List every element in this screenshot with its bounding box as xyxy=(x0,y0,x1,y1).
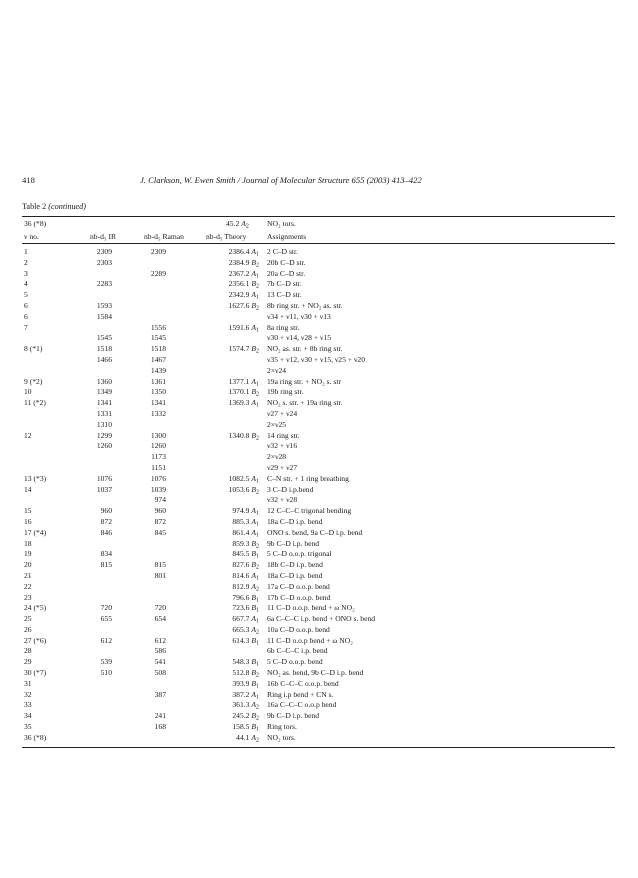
cell-ir: 2283 xyxy=(96,279,112,289)
cell-assignment: ν32 + ν16 xyxy=(267,441,298,451)
cell-theory: 812.9 $A_2$ xyxy=(232,581,259,593)
table-header-rule xyxy=(22,243,615,244)
header-assignments: Assignments xyxy=(267,232,307,241)
table-row xyxy=(22,657,615,668)
cell-assignment: 2×ν24 xyxy=(267,365,287,375)
cell-assignment: C–N str. + 1 ring breathing xyxy=(267,473,349,483)
table-row xyxy=(22,614,615,625)
cell-assignment: Ring i.p bend + CN s. xyxy=(267,689,334,699)
cell-mode: 11 (*2) xyxy=(24,398,46,408)
cell-mode: 6 xyxy=(24,311,28,321)
cell-ir: 960 xyxy=(100,506,112,516)
table-row xyxy=(22,690,615,701)
cell-theory: 845.5 $B_1$ xyxy=(232,549,259,560)
cell-mode: 16 xyxy=(24,516,32,526)
cell-ir: 834 xyxy=(100,549,112,559)
cell-theory: 1627.6 $B_2$ xyxy=(228,300,259,312)
cell-theory: 1574.7 $B_2$ xyxy=(228,344,259,355)
cell-ir: 612 xyxy=(100,635,112,645)
cell-theory: 2384.9 $B_2$ xyxy=(228,257,259,269)
cell-assignment: 5 C–D o.o.p. trigonal xyxy=(267,549,332,559)
cell-assignment: ν30 + ν14, ν28 + ν15 xyxy=(267,333,332,343)
table-row xyxy=(22,387,615,398)
cell-ir: 1349 xyxy=(96,387,112,397)
table-row xyxy=(22,377,615,388)
cell-mode: 24 (*5) xyxy=(24,603,47,613)
table-row xyxy=(22,431,615,442)
cell-assignment: ν35 + ν12, ν30 + ν15, ν25 + ν20 xyxy=(267,354,365,364)
cell-theory: 974.9 $A_1$ xyxy=(232,506,259,517)
cell-raman: 508 xyxy=(154,668,166,678)
cell-mode: 27 (*6) xyxy=(24,635,47,645)
cell-mode: 13 (*3) xyxy=(24,473,47,483)
cell-mode: 31 xyxy=(24,678,32,688)
table-row xyxy=(22,409,615,420)
cell-ir: 2303 xyxy=(96,257,112,267)
cell-theory: 1369.3 $A_1$ xyxy=(228,398,259,409)
cell-assignment: NO₂ as. bend, 9b C–D i.p. bend xyxy=(267,668,364,678)
cell-theory: 796.6 $B_1$ xyxy=(232,592,259,603)
table-row xyxy=(22,485,615,496)
page-number: 418 xyxy=(22,175,35,185)
cell-assignment: 18a C–D i.p. bend xyxy=(267,570,323,580)
cell-mode: 17 (*4) xyxy=(24,527,47,537)
table-row xyxy=(22,301,615,312)
caption-label: Table 2 xyxy=(22,202,49,211)
cell-raman: 2289 xyxy=(150,268,166,278)
cell-theory: 512.8 $B_2$ xyxy=(232,668,259,679)
table-row xyxy=(22,258,615,269)
table-header-row xyxy=(22,230,615,243)
cell-theory: 2367.2 $A_1$ xyxy=(228,268,259,280)
cell-ir: 815 xyxy=(100,560,112,570)
cell-assignment: 16a C–C–C o.o.p bend xyxy=(267,700,337,710)
cell-assignment: ν34 + ν11, ν30 + ν13 xyxy=(267,311,331,321)
cell-mode: 23 xyxy=(24,592,32,602)
cell-mode: 34 xyxy=(24,711,32,721)
table-row xyxy=(22,463,615,474)
table-row xyxy=(22,344,615,355)
cell-raman: 1341 xyxy=(150,398,166,408)
cell-assignment: 9b C–D i.p. bend xyxy=(267,538,320,548)
cell-theory: 814.6 $A_1$ xyxy=(232,570,259,582)
cell-raman: 1439 xyxy=(150,365,166,375)
cell-mode: 35 xyxy=(24,722,32,732)
table-row xyxy=(22,593,615,604)
cell-assignment: 20a C–D str. xyxy=(267,268,306,278)
cell-raman: 2309 xyxy=(150,247,166,256)
cell-theory: 1591.6 $A_1$ xyxy=(228,322,259,334)
cell-raman: 1361 xyxy=(150,376,166,386)
cell-mode: 18 xyxy=(24,538,32,548)
cell-raman: 1332 xyxy=(150,408,166,418)
table-row xyxy=(22,279,615,290)
cell-assignment: 7b C–D str. xyxy=(267,279,302,289)
table-row xyxy=(22,290,615,301)
cell-ir: 1584 xyxy=(96,311,112,321)
cell-theory: 665.3 $A_2$ xyxy=(232,624,259,636)
cell-theory: 2356.1 $B_2$ xyxy=(228,279,259,290)
cell-theory: 885.3 $A_1$ xyxy=(232,516,259,528)
cell-ir: 1310 xyxy=(96,419,112,429)
vibrational-assignment-table xyxy=(22,216,615,748)
table-row xyxy=(22,711,615,722)
cell-assignment: ν29 + ν27 xyxy=(267,462,298,472)
table-row xyxy=(22,560,615,571)
cell-theory: 393.9 $B_1$ xyxy=(232,678,259,690)
table-row xyxy=(22,366,615,377)
cell-theory: 158.5 $B_1$ xyxy=(232,722,259,733)
cell-raman: 586 xyxy=(154,646,166,656)
cell-raman: 1545 xyxy=(150,333,166,343)
cell-mode: 6 xyxy=(24,300,28,310)
cell-assignment: 2×ν28 xyxy=(267,452,287,462)
cell-mode: 19 xyxy=(24,549,32,559)
cell-mode: 21 xyxy=(24,570,32,580)
table-row xyxy=(22,603,615,614)
cell-mode: 22 xyxy=(24,581,32,591)
cell-assignment: 2 C–D str. xyxy=(267,247,299,256)
cell-theory: 861.4 $A_1$ xyxy=(232,527,259,539)
table-row xyxy=(22,420,615,431)
page-header xyxy=(22,175,616,189)
cell-assignment: 9b C–D i.p. bend xyxy=(267,711,320,721)
cell-assignment: 18a C–D i.p. bend xyxy=(267,516,323,526)
cell-ir: 1076 xyxy=(96,473,112,483)
cell-theory: 614.3 $B_1$ xyxy=(232,635,259,647)
cell-assignment: 19b ring str. xyxy=(267,387,304,397)
cell-raman: 541 xyxy=(154,657,166,667)
cell-assignment: 19a ring str. + NO₂ s. str xyxy=(267,376,342,386)
cell-mode: 25 xyxy=(24,614,32,624)
cell-raman: 872 xyxy=(154,516,166,526)
table-row xyxy=(22,700,615,711)
cell-ir: 1360 xyxy=(96,376,112,386)
cell-mode: 8 (*1) xyxy=(24,344,43,354)
cell-mode: 30 (*7) xyxy=(24,668,47,678)
cell-assignment: NO₂ as. str. + 8b ring str. xyxy=(267,344,343,354)
cell-assignment: 14 ring str. xyxy=(267,430,300,440)
cell-raman: 974 xyxy=(154,495,166,505)
cell-ir: 1331 xyxy=(96,408,112,418)
cell-theory: 387.2 $A_1$ xyxy=(232,689,259,701)
table-row xyxy=(22,323,615,334)
cell-mode: 29 xyxy=(24,657,32,667)
cell-raman: 1151 xyxy=(151,462,166,472)
cell-assignment: Ring tors. xyxy=(267,722,297,732)
cell-assignment: 6b C–C–C i.p. bend xyxy=(267,646,328,656)
cell-theory: 1082.5 $A_1$ xyxy=(228,473,259,485)
cell-theory: 667.7 $A_1$ xyxy=(232,614,259,625)
cell-assignment: 17a C–D o.o.p. bend xyxy=(267,581,330,591)
cell-assignment: 16b C–C–C o.o.p. bend xyxy=(267,678,339,688)
cell-ir: 1545 xyxy=(96,333,112,343)
cell-raman: 801 xyxy=(154,570,166,580)
cell-mode: 28 xyxy=(24,646,32,656)
cell-mode: 15 xyxy=(24,506,32,516)
caption-continued: (continued) xyxy=(48,202,87,211)
cell-assignment: 20b C–D str. xyxy=(267,257,306,267)
cell-mode: 10 xyxy=(24,387,32,397)
cell-raman: 960 xyxy=(154,506,166,516)
cell-mode: 4 xyxy=(24,279,28,289)
table-row xyxy=(22,517,615,528)
cell-mode: 33 xyxy=(24,700,32,710)
cell-ir: 510 xyxy=(100,668,112,678)
cell-assignment: 11 C–D o.o.p. bend + ω NO₂ xyxy=(267,603,355,613)
table-row xyxy=(22,636,615,647)
cell-assignment: 2×ν25 xyxy=(267,419,287,429)
running-head: J. Clarkson, W. Ewen Smith / Journal of Molecular Structure 655 (2003) 413–422 xyxy=(140,175,422,185)
table-row xyxy=(22,571,615,582)
cell-mode: 5 xyxy=(24,290,28,300)
continued-row xyxy=(22,217,615,230)
cell-ir: 1466 xyxy=(96,354,112,364)
table-bottom-rule xyxy=(22,747,615,748)
cell-assignment: NO₂ tors. xyxy=(267,732,296,742)
cell-assignment: 11 C–D o.o.p bend + ω NO₂ xyxy=(267,635,353,645)
table-row xyxy=(22,646,615,657)
cell-theory: 1053.6 $B_2$ xyxy=(228,484,259,496)
table-row xyxy=(22,441,615,452)
cell-ir: 2309 xyxy=(96,247,112,256)
cell-theory: 723.6 $B_1$ xyxy=(232,603,259,614)
table-row xyxy=(22,355,615,366)
cell-assignment: 13 C–D str. xyxy=(267,290,302,300)
table-row xyxy=(22,722,615,733)
cell-raman: 241 xyxy=(154,711,166,721)
cell-theory: 2386.4 $A_1$ xyxy=(228,247,259,258)
cell-assignment: 8a ring str. xyxy=(267,322,300,332)
cell-assignment: 17b C–D o.o.p. bend xyxy=(267,592,331,602)
table-row xyxy=(22,247,615,258)
table-caption xyxy=(22,202,86,211)
cell-raman: 1039 xyxy=(150,484,166,494)
cell-raman: 1350 xyxy=(150,387,166,397)
cell-raman: 387 xyxy=(154,689,166,699)
cell-raman: 845 xyxy=(154,527,166,537)
cell-raman: 612 xyxy=(154,635,166,645)
table-row xyxy=(22,452,615,463)
cell-theory: 1340.8 $B_2$ xyxy=(228,430,259,442)
cell-mode: 14 xyxy=(24,484,32,494)
cell-assignment: NO₂ tors. xyxy=(267,219,296,228)
table-body xyxy=(22,247,615,744)
cell-mode: 3 xyxy=(24,268,28,278)
cell-theory: 548.3 $B_1$ xyxy=(232,657,259,668)
cell-raman: 1518 xyxy=(150,344,166,354)
header-nu-no: ν no. xyxy=(24,232,39,241)
header-theory: nb-d₅ Theory xyxy=(206,232,247,241)
header-ir: nb-d₅ IR xyxy=(90,232,117,241)
cell-ir: 872 xyxy=(100,516,112,526)
cell-mode: 7 xyxy=(24,322,28,332)
cell-raman: 1260 xyxy=(150,441,166,451)
cell-mode: 36 (*8) xyxy=(24,732,47,742)
table-row xyxy=(22,495,615,506)
cell-raman: 815 xyxy=(154,560,166,570)
cell-ir: 1341 xyxy=(96,398,112,408)
cell-theory: 859.3 $B_2$ xyxy=(232,538,259,550)
table-row xyxy=(22,312,615,323)
cell-assignment: ν32 + ν28 xyxy=(267,495,298,505)
cell-assignment: 10a C–D o.o.p. bend xyxy=(267,624,330,634)
table-row xyxy=(22,269,615,280)
cell-ir: 655 xyxy=(100,614,112,624)
cell-mode: 1 xyxy=(24,247,28,256)
table-row xyxy=(22,733,615,744)
cell-assignment: ONO s. bend, 9a C–D i.p. bend xyxy=(267,527,363,537)
cell-assignment: 6a C–C–C i.p. bend + ONO s. bend xyxy=(267,614,376,624)
cell-raman: 654 xyxy=(154,614,166,624)
cell-raman: 1076 xyxy=(150,473,166,483)
table-row xyxy=(22,506,615,517)
table-row xyxy=(22,668,615,679)
cell-raman: 168 xyxy=(154,722,166,732)
cell-assignment: 18b C–D i.p. bend xyxy=(267,560,323,570)
cell-ir: 1299 xyxy=(96,430,112,440)
cell-raman: 1300 xyxy=(150,430,166,440)
header-raman: nb-d₅ Raman xyxy=(144,232,184,241)
cell-assignment: ν27 + ν24 xyxy=(267,408,298,418)
table-row xyxy=(22,625,615,636)
cell-raman: 1467 xyxy=(150,354,166,364)
cell-mode: 9 (*2) xyxy=(24,376,43,386)
table-row xyxy=(22,528,615,539)
table-row xyxy=(22,549,615,560)
table-row xyxy=(22,539,615,550)
cell-theory: 827.6 $B_2$ xyxy=(232,560,259,571)
cell-ir: 1037 xyxy=(96,484,112,494)
cell-ir: 1518 xyxy=(96,344,112,354)
cell-assignment: 3 C–D i.p.bend xyxy=(267,484,314,494)
table-row xyxy=(22,398,615,409)
cell-theory: 361.3 $A_2$ xyxy=(232,700,259,711)
cell-theory: 45.2 $A_2$ xyxy=(226,219,249,230)
cell-ir: 1260 xyxy=(96,441,112,451)
table-row xyxy=(22,474,615,485)
cell-assignment: 8b ring str. + NO₂ as. str. xyxy=(267,300,343,310)
cell-raman: 720 xyxy=(154,603,166,613)
cell-mode: 12 xyxy=(24,430,32,440)
cell-ir: 846 xyxy=(100,527,112,537)
table-row xyxy=(22,582,615,593)
cell-mode: 2 xyxy=(24,257,28,267)
cell-ir: 539 xyxy=(100,657,112,667)
cell-theory: 245.2 $B_2$ xyxy=(232,711,259,722)
cell-theory: 1370.1 $B_2$ xyxy=(228,387,259,398)
cell-mode: 36 (*8) xyxy=(24,219,47,228)
cell-ir: 1593 xyxy=(96,300,112,310)
cell-theory: 44.1 $A_2$ xyxy=(236,732,259,744)
table-row xyxy=(22,679,615,690)
cell-raman: 1556 xyxy=(150,322,166,332)
cell-theory: 2342.9 $A_1$ xyxy=(228,290,259,301)
cell-assignment: 12 C–C–C trigonal bending xyxy=(267,506,352,516)
cell-mode: 26 xyxy=(24,624,32,634)
cell-raman: 1173 xyxy=(151,452,166,462)
cell-theory: 1377.1 $A_1$ xyxy=(228,376,259,388)
cell-assignment: 5 C–D o.o.p. bend xyxy=(267,657,323,667)
cell-assignment: NO₂ s. str. + 19a ring str. xyxy=(267,398,343,408)
cell-ir: 720 xyxy=(100,603,112,613)
cell-mode: 32 xyxy=(24,689,32,699)
cell-mode: 20 xyxy=(24,560,32,570)
table-row xyxy=(22,333,615,344)
